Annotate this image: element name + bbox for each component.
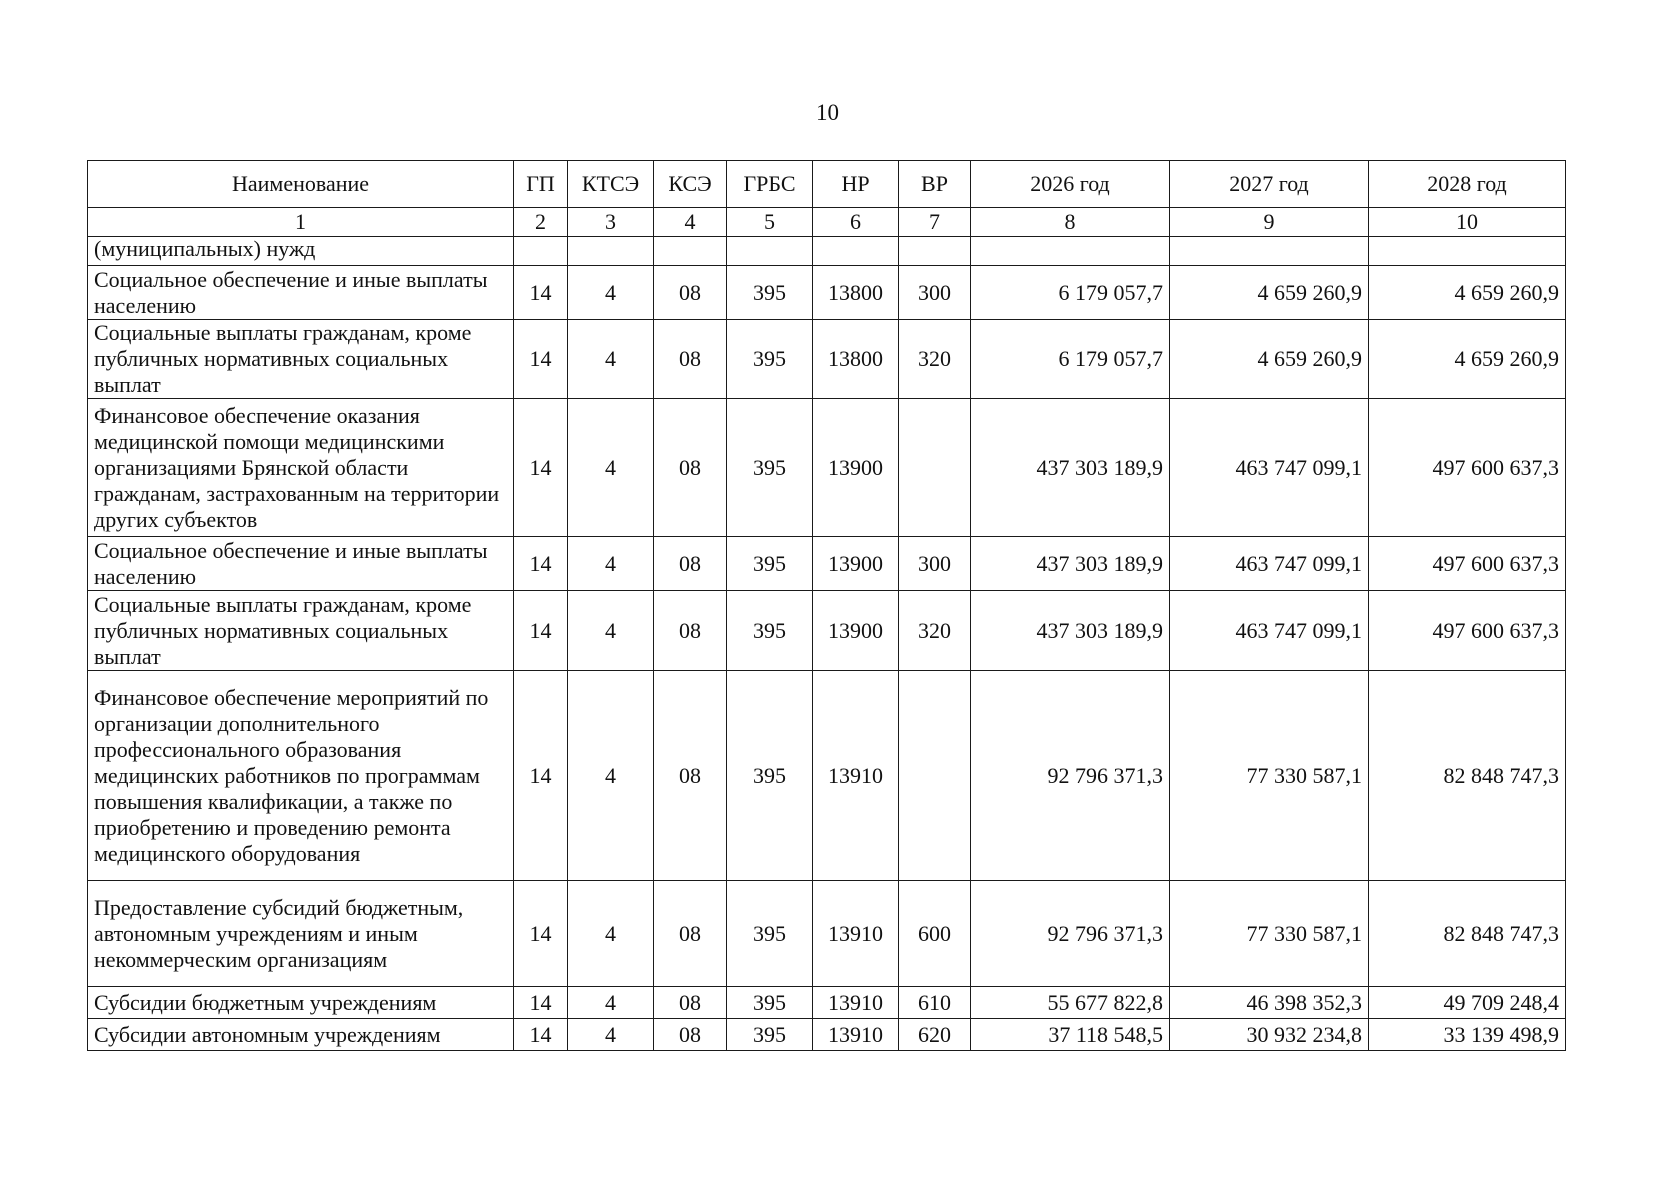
cell-2028 [1369, 237, 1566, 266]
cell-nr: 13910 [813, 1019, 899, 1051]
column-index: 7 [899, 208, 971, 237]
cell-2027: 463 747 099,1 [1170, 399, 1369, 537]
column-index: 10 [1369, 208, 1566, 237]
row-name: Субсидии бюджетным учреждениям [88, 987, 514, 1019]
cell-ktse: 4 [568, 1019, 654, 1051]
cell-2026 [971, 237, 1170, 266]
table-row [88, 671, 1566, 881]
table-row [88, 591, 1566, 671]
cell-2026: 437 303 189,9 [971, 537, 1170, 591]
cell-grbs: 395 [727, 1019, 813, 1051]
row-name: Субсидии автономным учреждениям [88, 1019, 514, 1051]
cell-vr: 600 [899, 881, 971, 987]
cell-2026: 55 677 822,8 [971, 987, 1170, 1019]
cell-nr: 13900 [813, 591, 899, 671]
cell-grbs: 395 [727, 399, 813, 537]
cell-vr: 620 [899, 1019, 971, 1051]
table-row [88, 881, 1566, 987]
cell-nr [813, 237, 899, 266]
cell-gp: 14 [514, 537, 568, 591]
cell-nr: 13900 [813, 399, 899, 537]
cell-gp: 14 [514, 591, 568, 671]
cell-2027: 4 659 260,9 [1170, 320, 1369, 399]
cell-2026: 437 303 189,9 [971, 591, 1170, 671]
cell-nr: 13910 [813, 987, 899, 1019]
table-row [88, 1019, 1566, 1051]
cell-kse: 08 [654, 320, 727, 399]
column-index: 8 [971, 208, 1170, 237]
header-2026: 2026 год [971, 161, 1170, 208]
cell-grbs: 395 [727, 881, 813, 987]
cell-vr: 320 [899, 591, 971, 671]
cell-kse: 08 [654, 591, 727, 671]
cell-2028: 82 848 747,3 [1369, 671, 1566, 881]
cell-grbs: 395 [727, 320, 813, 399]
cell-gp: 14 [514, 987, 568, 1019]
cell-ktse [568, 237, 654, 266]
cell-ktse: 4 [568, 671, 654, 881]
row-name: (муниципальных) нужд [88, 237, 514, 266]
cell-kse: 08 [654, 399, 727, 537]
cell-ktse: 4 [568, 320, 654, 399]
cell-gp: 14 [514, 320, 568, 399]
cell-2028: 4 659 260,9 [1369, 320, 1566, 399]
cell-ktse: 4 [568, 266, 654, 320]
cell-2028: 33 139 498,9 [1369, 1019, 1566, 1051]
cell-grbs: 395 [727, 671, 813, 881]
column-index: 6 [813, 208, 899, 237]
cell-vr: 320 [899, 320, 971, 399]
cell-2026: 6 179 057,7 [971, 266, 1170, 320]
cell-kse [654, 237, 727, 266]
cell-2026: 37 118 548,5 [971, 1019, 1170, 1051]
header-ktse: КТСЭ [568, 161, 654, 208]
cell-gp: 14 [514, 881, 568, 987]
cell-vr [899, 671, 971, 881]
table-row [88, 987, 1566, 1019]
cell-kse: 08 [654, 537, 727, 591]
column-index-row [88, 208, 1566, 237]
table-row [88, 237, 1566, 266]
row-name: Социальное обеспечение и иные выплаты населению [88, 537, 514, 591]
table-row [88, 320, 1566, 399]
cell-2028: 82 848 747,3 [1369, 881, 1566, 987]
row-name: Социальное обеспечение и иные выплаты населению [88, 266, 514, 320]
cell-grbs [727, 237, 813, 266]
header-2027: 2027 год [1170, 161, 1369, 208]
cell-gp: 14 [514, 266, 568, 320]
cell-vr [899, 237, 971, 266]
cell-gp: 14 [514, 1019, 568, 1051]
cell-grbs: 395 [727, 537, 813, 591]
cell-nr: 13910 [813, 671, 899, 881]
header-kse: КСЭ [654, 161, 727, 208]
cell-2027: 463 747 099,1 [1170, 537, 1369, 591]
cell-vr: 610 [899, 987, 971, 1019]
cell-2027: 4 659 260,9 [1170, 266, 1369, 320]
row-name: Финансовое обеспечение мероприятий по организации дополнительного профессионального образования медицинских работников по программам повышения квалификации, а также по приобретению и проведению ремонта медицинского оборудования [88, 671, 514, 881]
cell-2027: 30 932 234,8 [1170, 1019, 1369, 1051]
column-index: 4 [654, 208, 727, 237]
cell-kse: 08 [654, 266, 727, 320]
cell-ktse: 4 [568, 881, 654, 987]
cell-ktse: 4 [568, 399, 654, 537]
cell-gp [514, 237, 568, 266]
cell-2028: 49 709 248,4 [1369, 987, 1566, 1019]
cell-gp: 14 [514, 399, 568, 537]
column-index: 3 [568, 208, 654, 237]
cell-nr: 13900 [813, 537, 899, 591]
cell-2026: 437 303 189,9 [971, 399, 1170, 537]
row-name: Социальные выплаты гражданам, кроме публичных нормативных социальных выплат [88, 320, 514, 399]
cell-2027: 77 330 587,1 [1170, 881, 1369, 987]
cell-ktse: 4 [568, 987, 654, 1019]
table-row [88, 266, 1566, 320]
table-row [88, 537, 1566, 591]
cell-2027 [1170, 237, 1369, 266]
budget-table [87, 160, 1566, 1051]
cell-2027: 46 398 352,3 [1170, 987, 1369, 1019]
cell-gp: 14 [514, 671, 568, 881]
cell-2028: 497 600 637,3 [1369, 399, 1566, 537]
cell-2026: 92 796 371,3 [971, 671, 1170, 881]
cell-ktse: 4 [568, 591, 654, 671]
header-2028: 2028 год [1369, 161, 1566, 208]
cell-2028: 497 600 637,3 [1369, 537, 1566, 591]
cell-kse: 08 [654, 881, 727, 987]
row-name: Социальные выплаты гражданам, кроме публичных нормативных социальных выплат [88, 591, 514, 671]
cell-ktse: 4 [568, 537, 654, 591]
cell-2026: 6 179 057,7 [971, 320, 1170, 399]
column-index: 1 [88, 208, 514, 237]
cell-2028: 497 600 637,3 [1369, 591, 1566, 671]
row-name: Финансовое обеспечение оказания медицинской помощи медицинскими организациями Брянской области гражданам, застрахованным на территории других субъектов [88, 399, 514, 537]
row-name: Предоставление субсидий бюджетным, автономным учреждениям и иным некоммерческим организациям [88, 881, 514, 987]
cell-kse: 08 [654, 1019, 727, 1051]
cell-vr [899, 399, 971, 537]
cell-nr: 13800 [813, 320, 899, 399]
cell-2026: 92 796 371,3 [971, 881, 1170, 987]
column-index: 9 [1170, 208, 1369, 237]
cell-2027: 463 747 099,1 [1170, 591, 1369, 671]
cell-kse: 08 [654, 671, 727, 881]
page-number: 10 [816, 100, 839, 125]
cell-grbs: 395 [727, 591, 813, 671]
cell-2028: 4 659 260,9 [1369, 266, 1566, 320]
cell-kse: 08 [654, 987, 727, 1019]
table-header-row [88, 161, 1566, 208]
cell-nr: 13800 [813, 266, 899, 320]
header-vr: ВР [899, 161, 971, 208]
cell-grbs: 395 [727, 266, 813, 320]
table-row [88, 399, 1566, 537]
cell-nr: 13910 [813, 881, 899, 987]
column-index: 2 [514, 208, 568, 237]
cell-grbs: 395 [727, 987, 813, 1019]
header-name: Наименование [88, 161, 514, 208]
cell-vr: 300 [899, 537, 971, 591]
cell-vr: 300 [899, 266, 971, 320]
cell-2027: 77 330 587,1 [1170, 671, 1369, 881]
header-grbs: ГРБС [727, 161, 813, 208]
header-nr: НР [813, 161, 899, 208]
column-index: 5 [727, 208, 813, 237]
header-gp: ГП [514, 161, 568, 208]
